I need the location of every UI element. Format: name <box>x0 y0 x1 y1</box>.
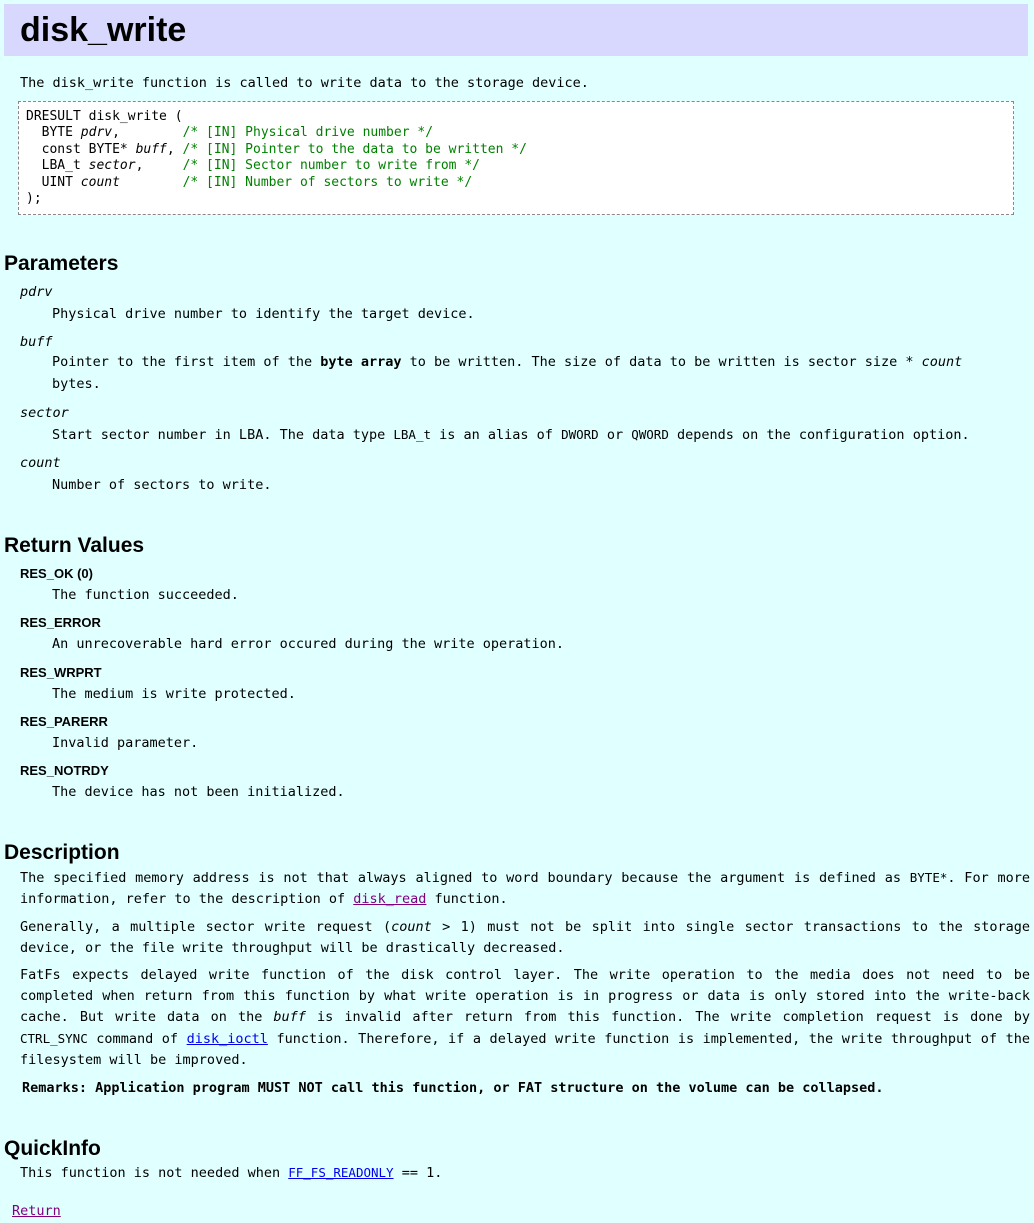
desc-text: FatFs expects delayed write function of the disk control layer. The write operation to the media does not need to be completed when return from this function by what write operation is in progress or data is only stored into the write-back cache. But write data on the <box>20 967 1030 1025</box>
param-term-sector: sector <box>20 405 69 421</box>
param-desc-count: Number of sectors to write. <box>52 477 272 493</box>
desc-text: depends on the configuration option. <box>668 427 970 443</box>
param-comment: /* [IN] Number of sectors to write */ <box>182 174 473 190</box>
param-suffix: , <box>135 158 144 174</box>
quickinfo-heading: QuickInfo <box>4 1137 101 1160</box>
desc-text: . For more information, refer to the description of <box>20 870 1030 907</box>
disk-ioctl-link[interactable]: disk_ioctl <box>186 1031 268 1047</box>
prototype-end: ); <box>26 191 42 207</box>
return-link[interactable]: Return <box>12 1203 61 1219</box>
param-comment: /* [IN] Pointer to the data to be written */ <box>182 141 527 157</box>
return-code: RES_PARERR <box>20 714 108 729</box>
desc-bold: byte array <box>320 354 402 370</box>
param-desc-sector <box>52 427 970 443</box>
desc-italic: buff <box>273 1009 306 1025</box>
desc-code: DWORD <box>561 427 599 442</box>
return-code: RES_OK (0) <box>20 566 93 581</box>
desc-text: function. <box>426 891 508 907</box>
param-name: pdrv <box>80 125 113 141</box>
desc-text: Generally, a multiple sector write request ( <box>20 919 392 935</box>
param-name: sector <box>88 158 136 174</box>
desc-text: Pointer to the first item of the <box>52 354 321 370</box>
desc-text: to be written. The size of data to be written is sector size * <box>401 354 922 370</box>
desc-code: LBA_t <box>393 427 432 442</box>
param-comment: /* [IN] Sector number to write from */ <box>182 158 480 174</box>
return-values-heading: Return Values <box>4 534 145 557</box>
return-code: RES_WRPRT <box>20 665 102 680</box>
description-paragraph <box>20 965 1030 1071</box>
param-term-count: count <box>20 455 61 471</box>
desc-text: Start sector number in LBA. The data type <box>52 427 394 443</box>
desc-text: > 1) must not be split into single sector transactions to the storage device, or the file write throughput will be drastically decreased. <box>20 919 1030 956</box>
param-type: BYTE <box>41 125 81 141</box>
desc-text: is an alias of <box>431 427 562 443</box>
return-code: RES_NOTRDY <box>20 763 109 778</box>
desc-italic: count <box>391 919 432 935</box>
return-desc: The device has not been initialized. <box>52 784 345 800</box>
desc-text: The specified memory address is not that always aligned to word boundary because the argument is defined as <box>20 870 910 886</box>
return-desc: The function succeeded. <box>52 587 239 603</box>
disk-read-link[interactable]: disk_read <box>353 891 427 907</box>
intro-text: The disk_write function is called to write data to the storage device. <box>20 75 589 91</box>
description-heading: Description <box>4 841 120 864</box>
desc-text: or <box>598 427 632 443</box>
desc-text: is invalid after return from this function. The write completion request is done by <box>305 1009 1030 1025</box>
desc-code: QWORD <box>631 427 669 442</box>
parameters-heading: Parameters <box>4 252 119 275</box>
desc-text: == 1. <box>393 1165 443 1181</box>
description-paragraph <box>20 867 1030 910</box>
function-prototype <box>18 101 1014 215</box>
param-pad <box>120 125 183 140</box>
desc-code: BYTE* <box>909 870 948 885</box>
desc-text: bytes. <box>52 376 101 392</box>
param-term-pdrv: pdrv <box>20 284 53 300</box>
param-name: buff <box>135 141 167 157</box>
return-code: RES_ERROR <box>20 615 101 630</box>
param-type: UINT <box>41 174 81 190</box>
return-desc: Invalid parameter. <box>52 735 199 751</box>
return-desc: The medium is write protected. <box>52 686 296 702</box>
description-paragraph <box>20 917 1030 959</box>
desc-text: command of <box>87 1031 187 1047</box>
page-title: disk_write <box>4 4 1028 56</box>
param-type: LBA_t <box>41 158 89 174</box>
desc-text: This function is not needed when <box>20 1165 289 1181</box>
desc-code: CTRL_SYNC <box>20 1031 88 1046</box>
param-type: const BYTE* <box>41 141 136 157</box>
quickinfo-text <box>20 1165 442 1181</box>
ff-fs-readonly-link[interactable]: FF_FS_READONLY <box>288 1165 394 1180</box>
param-comment: /* [IN] Physical drive number */ <box>182 125 434 141</box>
desc-italic: count <box>921 354 963 370</box>
param-pad <box>175 142 183 157</box>
prototype-line: DRESULT disk_write ( <box>26 109 183 124</box>
param-suffix: , <box>112 125 120 141</box>
param-desc-buff <box>52 351 982 395</box>
param-desc-pdrv: Physical drive number to identify the target device. <box>52 306 475 322</box>
return-desc: An unrecoverable hard error occured during the write operation. <box>52 636 565 652</box>
param-term-buff: buff <box>20 334 53 350</box>
param-suffix: , <box>166 141 175 157</box>
param-pad <box>120 175 183 190</box>
param-pad <box>143 158 182 173</box>
param-name: count <box>80 174 120 190</box>
remarks: Remarks: Application program MUST NOT call this function, or FAT structure on the volume can be collapsed. <box>22 1080 884 1096</box>
desc-text: function. Therefore, if a delayed write function is implemented, the write throughput of the filesystem will be improved. <box>20 1031 1030 1068</box>
